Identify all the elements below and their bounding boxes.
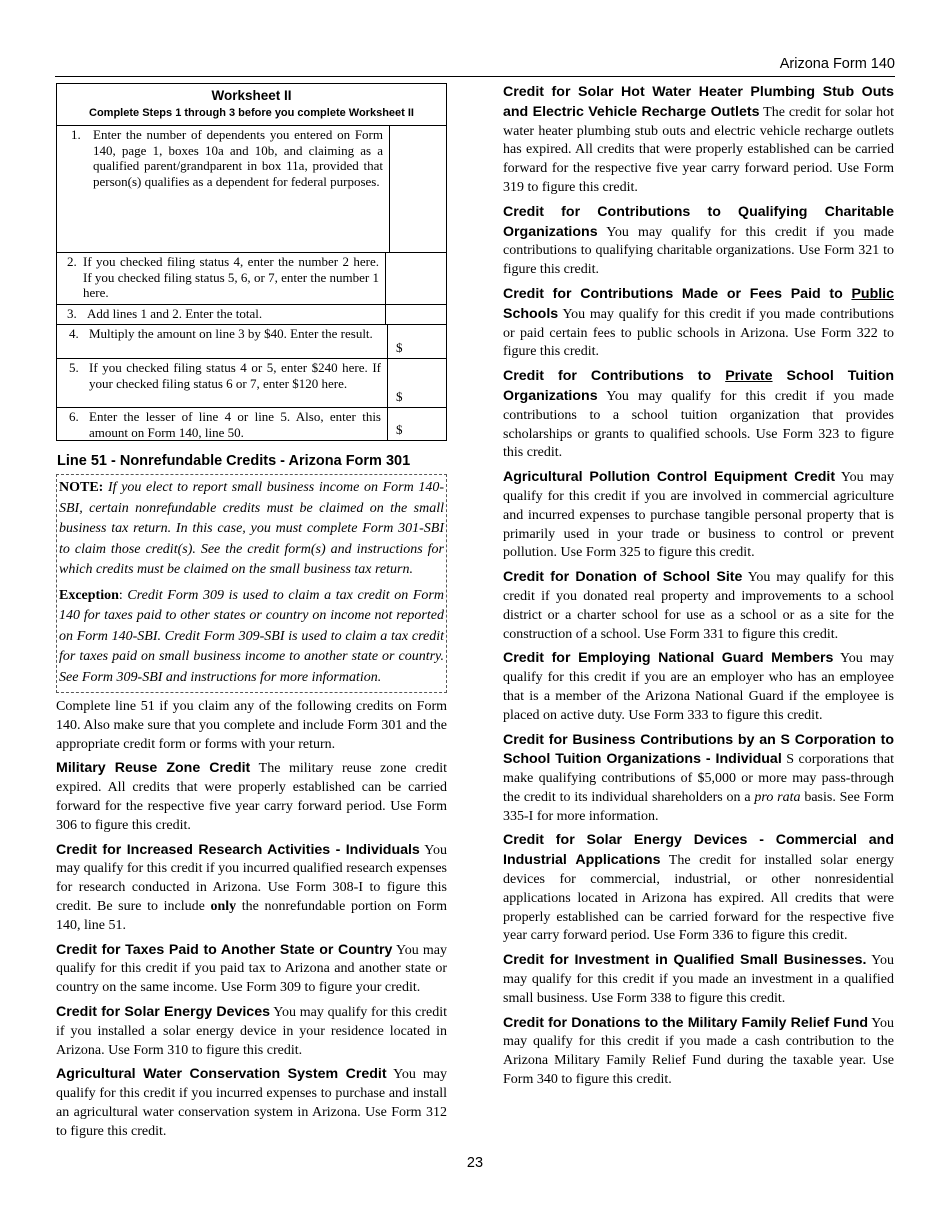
credit-heading: Credit for Contributions to Private School Tuition Organizations (503, 368, 894, 404)
amount-cell[interactable] (386, 305, 446, 324)
credit-body: You may qualify for this credit if you are involved in commercial agriculture and incurred expenses to purchase tangible personal property that is primarily used in your trade or business to control or prevent pollution. Use Form 325 to figure this credit. (503, 470, 895, 561)
credit-s-corp (503, 731, 894, 827)
form-title: Arizona Form 140 (779, 56, 895, 72)
row-text: Add lines 1 and 2. Enter the total. (87, 306, 263, 321)
credit-military-reuse (56, 759, 447, 835)
worksheet-row-6 (57, 407, 446, 440)
worksheet-row-5 (57, 358, 446, 407)
credit-heading: Credit for Donation of School Site (503, 569, 743, 586)
note-text: If you elect to report small business income on Form 140-SBI, certain nonrefundable credits must be claimed on the small business tax return. In this case, you must complete Form 301-SBI to claim those credit(s). See the credit form(s) and instructions for which credits must be claimed on the small business tax return. (59, 480, 445, 577)
page-header (55, 56, 895, 77)
amount-cell[interactable]: $ (396, 422, 403, 437)
credit-charitable (503, 203, 894, 280)
credit-national-guard (503, 649, 894, 725)
exception-text: Credit Form 309 is used to claim a tax credit on Form 140 for taxes paid to other states or country on income not reported on Form 140-SBI. Credit Form 309-SBI is used to claim a tax credit for taxes paid on small business income to another state or country. See Form 309-SBI and instructions for more information. (59, 587, 444, 685)
credit-heading: Credit for Solar Energy Devices - Commercial and Industrial Applications (503, 832, 894, 869)
right-column (503, 83, 894, 1095)
row-number: 3. (67, 306, 77, 321)
amount-cell[interactable]: $ (396, 389, 403, 404)
worksheet-row-2 (57, 252, 446, 304)
credit-heading: Credit for Donations to the Military Family Relief Fund (503, 1014, 869, 1031)
page-number: 23 (466, 1155, 484, 1171)
left-column (56, 83, 447, 1147)
credit-heading: Credit for Taxes Paid to Another State or Country (56, 941, 393, 958)
credit-body: You may qualify for this credit if you made contributions to qualifying charitable organizations. Use Form 321 to figure this credit. (503, 224, 894, 278)
row-text: Enter the number of dependents you entered on Form 140, page 1, boxes 10a and 10b, and claiming as a qualified parent/grandparent in box 11a, provided that person(s) qualifies as a dependent for federal purposes. (93, 127, 383, 189)
credit-solar-commercial (503, 831, 894, 946)
credit-solar-hot-water (503, 83, 894, 198)
credit-body: S corporations that make qualifying contributions of $5,000 or more may pass-through the credit to its individual shareholders on a (503, 752, 894, 805)
credit-private-school (503, 367, 894, 463)
credit-body: You may qualify for this credit if you incurred qualified research expenses for research conducted in Arizona. Use Form 308-I to figure this credit. Be sure to include (56, 842, 447, 914)
row-number: 2. (67, 254, 77, 269)
credit-body-end: the nonrefundable portion on Form 140, line 51. (56, 898, 448, 933)
amount-cell[interactable] (386, 253, 446, 304)
credit-small-business (503, 951, 894, 1008)
worksheet-row-1 (57, 126, 446, 252)
note-box (56, 474, 447, 693)
credit-body: You may qualify for this credit if you are an employer who has an employee that is a member of the Arizona National Guard if the employee is placed on active duty. Use Form 333 to figure this credit. (503, 651, 895, 723)
worksheet-row-3 (57, 304, 446, 324)
worksheet-ii (56, 83, 447, 441)
credit-heading: Agricultural Water Conservation System Credit (56, 1066, 387, 1083)
credit-heading: Credit for Solar Energy Devices (56, 1003, 270, 1020)
credit-body: You may qualify for this credit if you made a cash contribution to the Arizona Military Family Relief Fund during the taxable year. Use Form 340 to figure this credit. (503, 1015, 894, 1088)
credit-body-end: basis. See Form 335-I for more information. (503, 789, 895, 824)
row-text: If you checked filing status 4, enter the number 2 here. If you checked filing status 5, 6, or 7, enter the number 1 here. (83, 254, 379, 300)
line51-intro: Complete line 51 if you claim any of the following credits on Form 140. Also make sure that you complete and include Form 301 and the appropriate credit form or forms with your return. (56, 699, 447, 752)
worksheet-subtitle: Complete Steps 1 through 3 before you complete Worksheet II (89, 107, 414, 119)
credit-taxes-other-state (56, 941, 447, 998)
row-text: If you checked filing status 4 or 5, enter $240 here. If your checked filing status 6 or 7, enter $120 here. (89, 360, 381, 391)
row-number: 1. (71, 127, 81, 142)
credit-ag-water (56, 1065, 447, 1141)
line51-title: Line 51 - Nonrefundable Credits - Arizona Form 301 (57, 453, 411, 469)
credit-heading: Credit for Employing National Guard Members (503, 650, 834, 667)
row-number: 4. (69, 326, 79, 341)
emphasis: only (210, 898, 237, 914)
credit-school-site (503, 568, 894, 644)
exception-paragraph: Exception: Credit Form 309 is used to claim a tax credit on Form 140 for taxes paid to other states or country on income not reported on Form 140-SBI. Credit Form 309-SBI is used to claim a tax credit for taxes paid on small business income to another state or country. See Form 309-SBI and instructions for more information. (59, 587, 444, 685)
credit-heading: Credit for Business Contributions by an S Corporation to School Tuition Organizations - Individual (503, 731, 894, 768)
credit-body: You may qualify for this credit if you donated real property and improvements to a school district or a charter school for use as a school or as a site for the construction of a school. Use Form 331 to figure this credit. (503, 570, 894, 642)
credit-heading: Credit for Investment in Qualified Small Businesses. (503, 952, 867, 969)
worksheet-title: Worksheet II (211, 88, 292, 103)
row-text: Multiply the amount on line 3 by $40. Enter the result. (89, 326, 373, 341)
row-number: 6. (69, 409, 79, 424)
credit-body: The credit for solar hot water heater plumbing stub outs and electric vehicle recharge outlets has expired. All credits that were properly established can be carried forward for the respective five year carry forward period. Use Form 319 to figure this credit. (503, 104, 895, 195)
credit-military-family (503, 1014, 894, 1090)
amount-cell[interactable] (390, 126, 446, 252)
credit-heading: Credit for Contributions to Qualifying Charitable Organizations (503, 203, 894, 240)
note-paragraph (59, 478, 444, 581)
exception-label: Exception (59, 587, 119, 603)
credit-ag-pollution (503, 468, 894, 563)
note-label: NOTE: (59, 480, 104, 495)
worksheet-header (57, 84, 446, 126)
row-text: Enter the lesser of line 4 or line 5. Also, enter this amount on Form 140, line 50. (89, 409, 381, 440)
credit-body: You may qualify for this credit if you made contributions to a school tuition organization that provides scholarships or grants to qualified schools. Use Form 323 to figure this credit. (503, 388, 894, 461)
credit-body: The military reuse zone credit expired. All credits that were properly established can be carried forward for the respective five year carry forward period. Use Form 306 to figure this credit. (56, 761, 447, 833)
amount-cell[interactable]: $ (396, 340, 403, 355)
credit-heading: Credit for Increased Research Activities - Individuals (56, 841, 420, 858)
credit-heading: Military Reuse Zone Credit (56, 760, 251, 777)
italic-term: pro rata (754, 789, 801, 805)
credit-heading: Agricultural Pollution Control Equipment Credit (503, 469, 836, 486)
credit-body: You may qualify for this credit if you made an investment in a qualified small business. Use Form 338 to figure this credit. (503, 953, 894, 1006)
credit-body: You may qualify for this credit if you installed a solar energy device in your residence located in Arizona. Use Form 310 to figure this credit. (56, 1004, 448, 1058)
worksheet-row-4 (57, 324, 446, 358)
credit-solar-devices (56, 1003, 447, 1060)
credit-heading: Credit for Contributions Made or Fees Paid to Public Schools (503, 285, 895, 322)
credit-heading: Credit for Solar Hot Water Heater Plumbing Stub Outs and Electric Vehicle Recharge Outlets (503, 84, 894, 120)
credit-research (56, 841, 447, 936)
credit-body: The credit for installed solar energy devices for commercial, industrial, or other nonresidential applications located in Arizona has expired. All credits that were properly established can be carried forward for the respective five year carry forward period. Use Form 336 to figure this credit. (503, 853, 895, 944)
credit-body: You may qualify for this credit if you paid tax to Arizona and another state or country on the same income. Use Form 309 to figure your credit. (56, 942, 448, 996)
credit-public-schools (503, 285, 894, 362)
row-number: 5. (69, 360, 79, 375)
credit-body: You may qualify for this credit if you incurred expenses to purchase and install an agricultural water conservation system in Arizona. Use Form 312 to figure this credit. (56, 1067, 448, 1139)
credit-body: You may qualify for this credit if you made contributions or paid certain fees to public schools in Arizona. Use Form 322 to figure this credit. (503, 306, 894, 360)
